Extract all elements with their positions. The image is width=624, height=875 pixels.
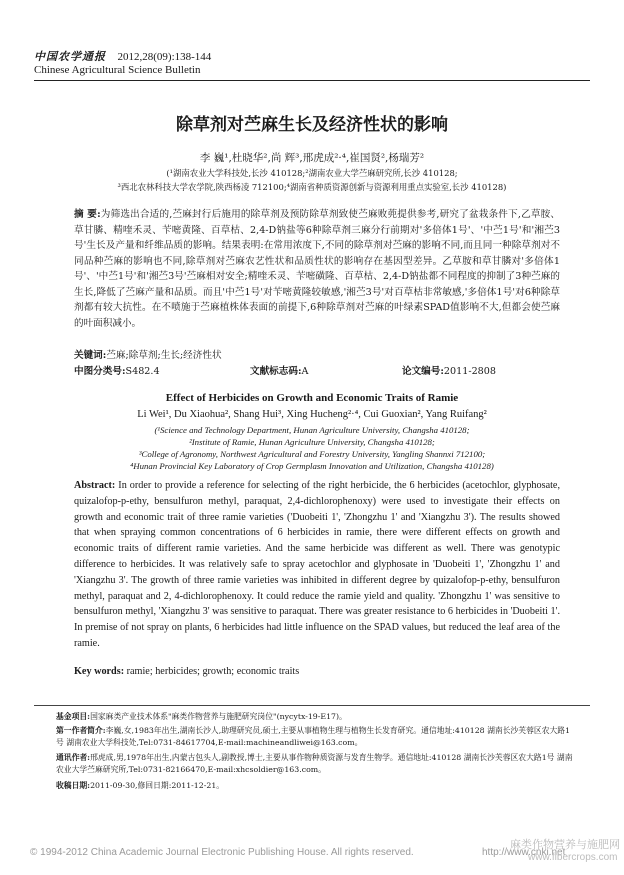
watermark-url: www.fibercrops.com	[528, 852, 618, 863]
affiliation-cn-line: ³西北农林科技大学农学院,陕西杨凌 712100;⁴湖南省种质资源创新与资源利用重点实验室,长沙 410128)	[117, 182, 507, 192]
keywords-en-text: ramie; herbicides; growth; economic traits	[126, 666, 300, 677]
affiliation-en-line: ³College of Agronomy, Northwest Agricultural and Forestry University, Yangling Shannxi 712100;	[138, 449, 486, 459]
abstract-cn	[74, 207, 560, 331]
affiliation-en-line: ⁴Hunan Provincial Key Laboratory of Crop Germplasm Innovation and Utilization, Changsha 410128)	[130, 461, 494, 471]
first-author-note: 第一作者简介:李巍,女,1983年出生,湖南长沙人,助理研究员,硕士,主要从事植物生理与植物生长发育研究。通信地址:410128 湖南长沙芙蓉区农大路1号 湖南农业大学科技处,Tel:0731-84617704,E-mail:machineandliwei@163.com。	[56, 726, 571, 747]
paper-title-en: Effect of Herbicides on Growth and Economic Traits of Ramie	[165, 392, 459, 404]
copyright-notice: © 1994-2012 China Academic Journal Electronic Publishing House. All rights reserved.	[30, 847, 414, 858]
affiliation-en-line: ²Institute of Ramie, Hunan Agriculture University, Changsha 410128;	[189, 437, 435, 447]
keywords-en	[74, 666, 560, 677]
journal-name-en: Chinese Agricultural Science Bulletin	[34, 64, 201, 76]
header-divider	[34, 80, 590, 81]
corresponding-author-note: 通讯作者:邢虎成,男,1978年出生,内蒙古包头人,副教授,博士,主要从事作物种质资源与发育生物学。通信地址:410128 湖南长沙芙蓉区农大路1号 湖南农业大学苎麻研究所,Tel:0731-82166470,E-mail:xhcsoldier@163.com。	[56, 753, 573, 774]
abstract-cn-text: 为筛选出合适的,苎麻封行后施用的除草剂及预防除草剂致使苎麻败蔸提供参考,研究了盆栽条件下,乙草胺、草甘膦、精喹禾灵、苄嘧黄隆、百草枯、2,4-D钠盐等6种除草剂三麻分行前期对'多倍体1号'、'中苎1号'和'湘苎3号'生长及产量和纤维品质的影响。结果表明:在常用浓度下,不同的除草剂对苎麻的影响不同,而且同一种除草剂对不同品种苎麻的影响也不同,除草剂对苎麻农艺性状和品质性状的影响存在基因型差异。乙草胺和草甘膦对'多倍体1号'、'中苎1号'和'湘苎3号'苎麻相对安全;精喹禾灵、苄嘧磺隆、百草枯、2,4-D钠盐都不同程度的抑制了3种苎麻的生长,降低了苎麻产量和品质。而且'中苎1号'对苄嘧黄隆较敏感,'湘苎3号'对百草枯非常敏感,'多倍体1号'对6种除草剂都有较大抗性。在不喷施于苎麻植株体表面的前提下,6种除草剂对苎麻的叶绿素SPAD值影响不大,但都会使苎麻的叶面积减小。	[74, 209, 560, 329]
journal-issue: 2012,28(09):138-144	[117, 51, 212, 63]
keywords-en-label: Key words:	[74, 666, 125, 677]
journal-header-cn	[34, 48, 211, 64]
document-code: 文献标志码:A	[250, 366, 309, 377]
journal-name-cn: 中国农学通报	[34, 50, 106, 63]
keywords-cn-text: 苎麻;除草剂;生长;经济性状	[106, 350, 222, 361]
paper-title-cn: 除草剂对苎麻生长及经济性状的影响	[176, 115, 448, 135]
affiliation-en-line: (¹Science and Technology Department, Hunan Agriculture University, Changsha 410128;	[154, 425, 470, 435]
authors-cn: 李 巍¹,杜晓华²,尚 辉³,邢虎成²·⁴,崔国贤²,杨瑞芳²	[199, 152, 425, 164]
abstract-en	[74, 478, 560, 652]
received-date-note: 收稿日期:2011-09-30,修回日期:2011-12-21。	[56, 781, 225, 790]
authors-en: Li Wei¹, Du Xiaohua², Shang Hui³, Xing Hucheng²·⁴, Cui Guoxian², Yang Ruifang²	[137, 409, 487, 420]
abstract-cn-label: 摘 要:	[74, 209, 101, 220]
footnote-divider	[34, 705, 590, 706]
keywords-cn	[74, 347, 560, 361]
cnki-link[interactable]: http://www.cnki.net	[482, 847, 566, 858]
keywords-cn-label: 关键词:	[74, 350, 107, 361]
abstract-en-text: In order to provide a reference for selecting of the right herbicide, the 6 herbicides (acetochlor, glyphosate, quizalofop-p-ethy, bensulfuron methyl, paraquat, 2,4-dichlorophenoxy) were used to investigate their effects on growth and economic trait of three ramie varieties ('Duobeiti 1', 'Zhongzhu 1' and 'Xiangzhu 3'). The results showed that when spraying common concentrations of 6 herbicides in ramie, there were different effects on growth and economic traits of different ramie varieties. And the same herbicide was different as well. There was genotypic difference to herbicides. It was relatively safe to spray acetochlor and glyphosate in 'Duobeiti 1', 'Zhongzhu 1' and 'Xiangzhu 3'. The growth of three ramie varieties was inhibited in different degree by quizalofop-p-ethy, bensulfuron methyl, paraquat and 2, 4-dichlorophenoxy. It could reduce the ramie yield and quality. 'Zhongzhu 1' was sensitive to bensulfuron methyl, 'Xiangzhu 3' was sensitive to paraquat. There was greater resistance to 6 herbicides in 'Duobeiti 1'. In premise of not spray on plants, 6 herbicides had little influence on the SPAD values, but reduced the leaf area of the ramie.	[74, 480, 560, 649]
article-number: 论文编号:2011-2808	[402, 366, 496, 377]
abstract-en-label: Abstract:	[74, 480, 116, 491]
clc-number: 中图分类号:S482.4	[74, 366, 160, 377]
watermark-cn: 麻类作物营养与施肥网	[510, 838, 620, 851]
affiliation-cn-line: (¹湖南农业大学科技处,长沙 410128;²湖南农业大学苎麻研究所,长沙 410128;	[166, 168, 458, 178]
funding-note: 基金项目:国家麻类产业技术体系"麻类作物营养与施肥研究岗位"(nycytx-19-E17)。	[56, 712, 347, 721]
